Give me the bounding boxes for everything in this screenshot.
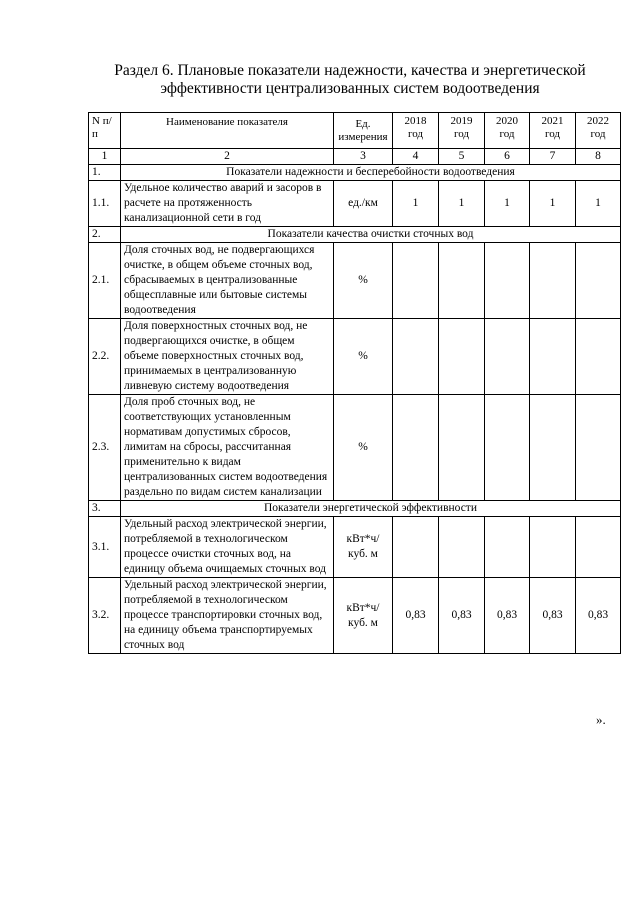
indicator-value: 1 (439, 181, 485, 227)
indicator-value: 0,83 (576, 578, 621, 654)
indicator-value (439, 395, 485, 501)
indicator-name: Доля поверхностных сточных вод, не подвергающихся очистке, в общем объеме поверхностных сточных вод, принимаемых в централизованную ливневую систему водоотведения (121, 319, 334, 395)
column-number: 4 (393, 149, 439, 165)
indicator-value (576, 517, 621, 578)
indicator-value (485, 243, 530, 319)
section-title-line-1: Раздел 6. Плановые показатели надежности, качества и энергетической (114, 62, 586, 79)
indicator-row (89, 395, 621, 501)
header-year-2019: 2019 год (439, 113, 485, 149)
section-heading: Показатели надежности и бесперебойности водоотведения (121, 165, 621, 181)
indicator-name: Удельный расход электрической энергии, потребляемой в технологическом процессе очистки сточных вод, на единицу объема очищаемых сточных вод (121, 517, 334, 578)
indicator-value (393, 243, 439, 319)
indicator-row (89, 319, 621, 395)
indicator-number: 2.3. (89, 395, 121, 501)
indicator-value (576, 395, 621, 501)
header-num: N п/п (89, 113, 121, 149)
column-numbers-row (89, 149, 621, 165)
closing-quote-mark: ». (596, 712, 606, 727)
indicator-unit: кВт*ч/ куб. м (334, 578, 393, 654)
indicators-table (88, 112, 621, 654)
indicator-value (530, 395, 576, 501)
indicator-value: 1 (576, 181, 621, 227)
column-number: 6 (485, 149, 530, 165)
indicator-value: 0,83 (530, 578, 576, 654)
indicator-value (530, 517, 576, 578)
indicator-number: 1.1. (89, 181, 121, 227)
indicator-unit: ед./км (334, 181, 393, 227)
indicator-number: 3.2. (89, 578, 121, 654)
indicator-number: 3.1. (89, 517, 121, 578)
indicator-value (530, 243, 576, 319)
indicator-value: 1 (530, 181, 576, 227)
indicator-row (89, 181, 621, 227)
indicator-unit: % (334, 243, 393, 319)
indicator-value (485, 395, 530, 501)
indicator-value: 0,83 (393, 578, 439, 654)
indicator-value: 0,83 (439, 578, 485, 654)
indicator-unit: кВт*ч/ куб. м (334, 517, 393, 578)
column-number: 2 (121, 149, 334, 165)
indicator-name: Удельный расход электрической энергии, потребляемой в технологическом процессе транспортировки сточных вод, на единицу объема транспортируемых сточных вод (121, 578, 334, 654)
column-number: 1 (89, 149, 121, 165)
section-row (89, 165, 621, 181)
indicator-number: 2.1. (89, 243, 121, 319)
column-number: 8 (576, 149, 621, 165)
header-year-2020: 2020 год (485, 113, 530, 149)
indicator-value (576, 319, 621, 395)
table-header-row (89, 113, 621, 149)
header-indicator-name: Наименование показателя (121, 113, 334, 149)
indicator-unit: % (334, 319, 393, 395)
section-heading: Показатели энергетической эффективности (121, 501, 621, 517)
indicator-name: Доля сточных вод, не подвергающихся очистке, в общем объеме сточных вод, сбрасываемых в централизованные общесплавные или бытовые системы водоотведения (121, 243, 334, 319)
indicator-value (393, 517, 439, 578)
section-number: 2. (89, 227, 121, 243)
section-number: 3. (89, 501, 121, 517)
indicator-value (439, 517, 485, 578)
indicator-value (439, 319, 485, 395)
header-unit: Ед. измерения (334, 113, 393, 149)
section-heading: Показатели качества очистки сточных вод (121, 227, 621, 243)
indicator-value: 1 (485, 181, 530, 227)
indicator-value (439, 243, 485, 319)
indicator-row (89, 578, 621, 654)
indicator-value (576, 243, 621, 319)
indicator-value (530, 319, 576, 395)
header-year-2018: 2018 год (393, 113, 439, 149)
indicator-name: Доля проб сточных вод, не соответствующих установленным нормативам допустимых сбросов, лимитам на сбросы, рассчитанная применительно к видам централизованных систем водоотведения раздельно по видам систем канализации (121, 395, 334, 501)
indicator-value (393, 319, 439, 395)
column-number: 3 (334, 149, 393, 165)
section-row (89, 501, 621, 517)
section-number: 1. (89, 165, 121, 181)
indicator-row (89, 243, 621, 319)
section-title (100, 62, 600, 98)
section-row (89, 227, 621, 243)
indicators-table-body (89, 113, 621, 654)
indicator-value (485, 517, 530, 578)
indicator-number: 2.2. (89, 319, 121, 395)
indicator-value (393, 395, 439, 501)
indicator-unit: % (334, 395, 393, 501)
indicator-name: Удельное количество аварий и засоров в расчете на протяженность канализационной сети в год (121, 181, 334, 227)
indicator-row (89, 517, 621, 578)
indicator-value (485, 319, 530, 395)
header-year-2022: 2022 год (576, 113, 621, 149)
header-year-2021: 2021 год (530, 113, 576, 149)
indicator-value: 0,83 (485, 578, 530, 654)
column-number: 7 (530, 149, 576, 165)
indicator-value: 1 (393, 181, 439, 227)
column-number: 5 (439, 149, 485, 165)
section-title-line-2: эффективности централизованных систем водоотведения (160, 80, 540, 97)
